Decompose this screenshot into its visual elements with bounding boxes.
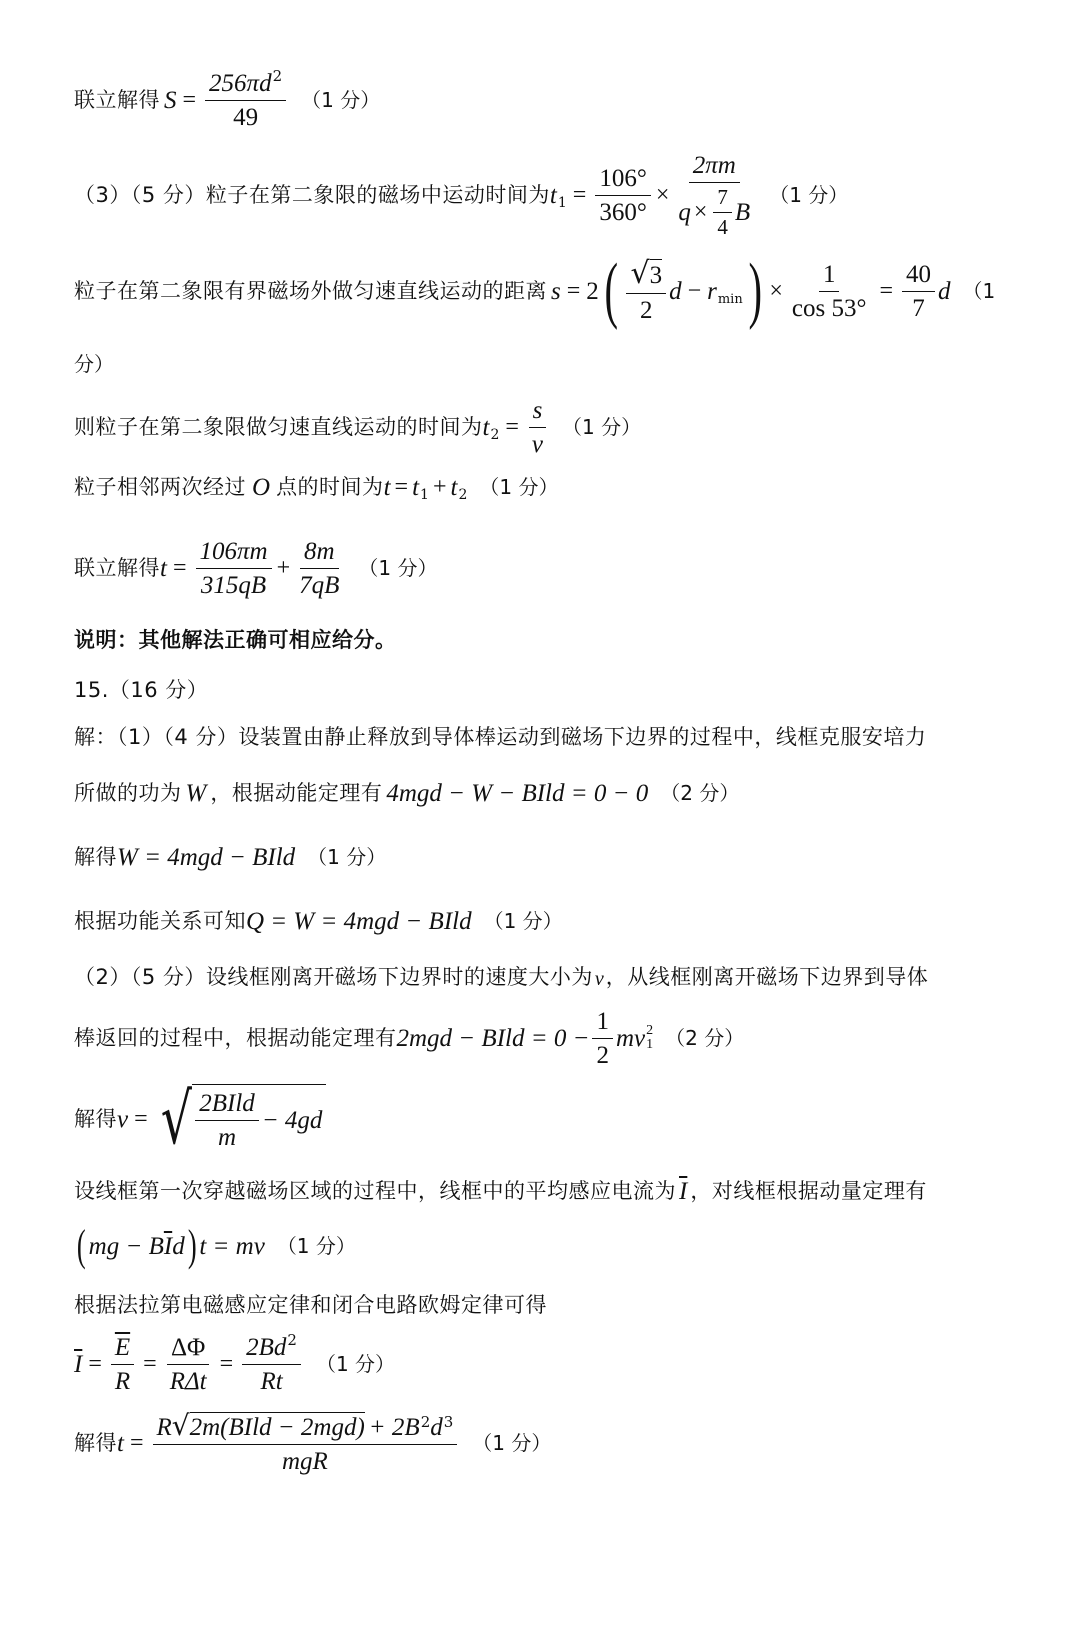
formula-eq: =	[566, 278, 581, 304]
line-prefix: 解得	[74, 1430, 117, 1455]
frac-numerator: ΔΦ	[170, 1333, 206, 1361]
formula-sub: 1	[420, 487, 429, 503]
line-solve-t	[74, 1410, 1020, 1476]
formula-lhs: v	[117, 1105, 129, 1133]
equation-expression: W = 4mgd − BIld	[117, 843, 296, 871]
line-work-energy	[74, 778, 1020, 808]
line-prefix: 所做的功为	[74, 780, 182, 805]
frac-denominator: 360°	[599, 198, 647, 226]
score-label: （1 分）	[315, 1352, 396, 1376]
frac-numerator: s	[532, 396, 543, 424]
var-v: v	[594, 968, 604, 990]
sqrt-arg: 3	[649, 262, 663, 289]
score-label: （1 分）	[307, 845, 387, 869]
num-plus-term: + 2B	[368, 1414, 420, 1441]
score-label-part: （1	[962, 279, 996, 303]
frac-denominator: 7	[912, 294, 925, 322]
frac-numerator: 2BIld	[199, 1090, 255, 1117]
frac-numerator: 106πm	[199, 537, 268, 565]
var-t: t	[383, 473, 391, 501]
sup: 2	[646, 1023, 654, 1038]
var-d: d	[938, 277, 951, 305]
line-part1-intro	[74, 722, 1020, 752]
times-sign: ×	[769, 278, 783, 304]
formula-eq: =	[879, 278, 894, 304]
line-prefix: 解得	[74, 844, 117, 869]
line-mid-text: 点的时间为	[276, 474, 384, 499]
line-joint-solution-time	[74, 538, 1020, 598]
fraction-forty-sevenths	[902, 262, 935, 321]
line-prefix: 则粒子在第二象限做匀速直线运动的时间为	[74, 414, 483, 439]
frac-numerator: 40	[906, 260, 932, 288]
equation-expression: Q = W = 4mgd − BIld	[246, 907, 472, 935]
score-label: （2 分）	[665, 1026, 745, 1050]
line-part2-intro	[74, 962, 1020, 992]
frac-numerator: 2Bd	[246, 1333, 287, 1361]
formula-sub: 2	[490, 427, 500, 443]
right-paren: )	[187, 1221, 197, 1271]
right-paren: )	[748, 249, 762, 332]
frac-numerator: 256πd	[209, 69, 272, 97]
sub: 1	[646, 1037, 654, 1052]
frac-den-q: q	[678, 198, 691, 226]
note-text: 说明：其他解法正确可相应给分。	[74, 627, 397, 652]
frac-denominator: cos 53°	[791, 294, 867, 322]
line-prefix: 棒返回的过程中，根据动能定理有	[74, 1025, 397, 1050]
line-faraday-formula	[74, 1330, 1020, 1395]
formula-lhs: s	[551, 277, 561, 305]
sqrt-arg: 2m(BIld − 2mgd)	[189, 1414, 365, 1441]
line-prefix: 联立解得	[74, 87, 160, 112]
fraction-period	[674, 153, 754, 238]
fraction-one-over-cos	[788, 262, 871, 321]
frac-denominator: 2	[640, 297, 653, 324]
score-label: （2 分）	[660, 781, 740, 805]
frac-denominator: mgR	[281, 1448, 328, 1475]
fraction-angle	[595, 166, 651, 225]
score-label: （1 分）	[562, 415, 642, 439]
fraction-second	[295, 539, 343, 598]
formula-lhs: t	[117, 1429, 124, 1457]
line-prefix: 根据功能关系可知	[74, 908, 246, 933]
formula-lhs: t	[549, 181, 557, 209]
equation-left: 2mgd − BIld = 0 −	[396, 1024, 590, 1052]
num-R: R	[156, 1414, 172, 1441]
line-prefix: 解得	[74, 1106, 117, 1131]
equation-right: mv	[615, 1024, 646, 1052]
line-solve-W	[74, 842, 1020, 872]
times-sign: ×	[655, 182, 670, 208]
formula-eq: =	[129, 1430, 144, 1456]
var-I-bar: $\overline{I}$	[163, 1232, 173, 1260]
frac-denominator: 2	[596, 1041, 609, 1069]
var-I-bar: $\overline{I}$	[74, 1350, 83, 1378]
formula-eq: =	[219, 1351, 234, 1377]
line-score-continuation	[74, 350, 1020, 378]
frac-numerator: 7	[717, 184, 728, 209]
formula-eq: =	[172, 555, 187, 581]
line-mid-text: ，根据动能定理有	[210, 780, 383, 805]
left-paren: (	[76, 1221, 86, 1271]
formula-eq: =	[143, 1351, 157, 1377]
var-I-bar: $\overline{I}$	[679, 1177, 688, 1205]
frac-numerator: 8m	[304, 537, 335, 565]
score-label: （1 分）	[769, 183, 849, 207]
paragraph-text: 解：（1）（4 分）设装置由静止释放到导体棒运动到磁场下边界的过程中，线框克服安培力	[74, 724, 927, 749]
var-t2: t	[450, 473, 458, 501]
fraction-half	[592, 1009, 613, 1068]
square-root: √ 2m(BIld − 2mgd)	[171, 1409, 365, 1442]
momentum-rest: t = mv	[199, 1232, 265, 1260]
formula-sub: 2	[458, 487, 468, 503]
paragraph-text: 根据法拉第电磁感应定律和闭合电路欧姆定律可得	[74, 1292, 547, 1317]
line-average-current	[74, 1176, 1020, 1206]
formula-eq: =	[505, 414, 519, 440]
line-prefix: 粒子在第二象限有界磁场外做匀速直线运动的距离	[74, 278, 547, 303]
sub-min: min	[717, 291, 743, 307]
fraction-2BIld-over-m	[195, 1091, 259, 1150]
formula-eq: =	[572, 182, 587, 208]
score-label: （1 分）	[301, 88, 381, 112]
var-r: r	[707, 277, 717, 305]
formula-eq: =	[182, 87, 197, 113]
line-note	[74, 626, 1020, 654]
frac-sup: 2	[287, 1330, 297, 1349]
plus-sign: +	[432, 474, 447, 500]
sup: 3	[443, 1413, 454, 1431]
frac-numerator: 1	[822, 260, 836, 288]
formula-eq: =	[88, 1351, 102, 1377]
fraction-s-over-v	[528, 398, 547, 457]
num-d: d	[430, 1414, 443, 1441]
frac-denominator: 7qB	[299, 571, 340, 599]
formula-lhs: t	[160, 554, 167, 582]
equation-expression: 4mgd − W − BIld = 0 − 0	[386, 779, 649, 807]
formula-eq: =	[394, 474, 409, 500]
line-energy-relation	[74, 906, 1020, 936]
line-suffix: ，对线框根据动量定理有	[690, 1178, 927, 1203]
line-prefix: 联立解得	[74, 555, 160, 580]
frac-denominator: 49	[233, 103, 259, 131]
fraction-seven-fourths	[713, 184, 732, 239]
score-label: （1 分）	[276, 1234, 356, 1258]
left-paren: (	[604, 249, 618, 332]
line-straight-distance	[74, 249, 1020, 332]
formula-sub: 1	[557, 195, 567, 211]
frac-numerator: $\overline{E}$	[114, 1333, 131, 1361]
score-label: （1 分）	[472, 1431, 552, 1455]
line-prefix: 设线框第一次穿越磁场区域的过程中，线框中的平均感应电流为	[74, 1178, 676, 1203]
line-solve-v	[74, 1078, 1020, 1160]
var-W: W	[185, 779, 207, 807]
line-prefix: 粒子相邻两次经过	[74, 474, 246, 499]
score-label: （1 分）	[479, 475, 559, 499]
frac-denominator: 315qB	[200, 571, 267, 599]
score-label-rest: 分）	[74, 352, 114, 376]
frac-sup: 2	[272, 66, 283, 85]
var-d: d	[669, 277, 682, 305]
fraction	[205, 66, 286, 131]
coefficient: 2	[586, 277, 599, 305]
frac-numerator: 1	[596, 1007, 609, 1035]
score-label: （1 分）	[358, 556, 438, 580]
line-time-in-field	[74, 150, 1020, 240]
line-uniform-time	[74, 398, 1020, 456]
line-faraday-intro	[74, 1290, 1020, 1320]
fraction-first	[196, 539, 272, 598]
fraction-E-over-R	[111, 1335, 134, 1394]
formula-eq: =	[134, 1106, 148, 1132]
line-suffix: ，从线框刚离开磁场下边界到导体	[605, 964, 929, 989]
line-return-energy	[74, 1008, 1020, 1068]
sqrt-tail: − 4gd	[261, 1107, 323, 1134]
line-momentum	[74, 1221, 1020, 1271]
score-label: （1 分）	[483, 909, 563, 933]
sup: 2	[420, 1413, 431, 1431]
frac-denominator: m	[218, 1124, 237, 1151]
times-sign: ×	[693, 199, 708, 225]
fraction-sqrt3-over-2: √ 3 2	[626, 259, 666, 323]
line-prefix: （2）（5 分）设线框刚离开磁场下边界时的速度大小为	[74, 964, 593, 989]
fraction-final-t	[153, 1409, 458, 1475]
fraction-2Bd2-over-Rt	[242, 1330, 301, 1395]
momentum-inner-b: d	[172, 1232, 185, 1260]
momentum-inner-a: mg − B	[88, 1232, 164, 1260]
line-joint-solution-area	[74, 66, 1020, 131]
frac-denominator: Rt	[260, 1367, 283, 1395]
frac-denominator: 4	[717, 214, 728, 239]
frac-den-B: B	[734, 198, 751, 226]
formula-lhs: t	[482, 413, 490, 441]
line-total-time	[74, 472, 1020, 502]
minus-sign: −	[687, 278, 702, 304]
frac-numerator: 2πm	[692, 151, 736, 179]
line-prefix: （3）（5 分）粒子在第二象限的磁场中运动时间为	[74, 182, 550, 207]
question-heading: 15.（16 分）	[74, 677, 209, 702]
square-root: √ $\frac{\text{2BIld}}{m}$ − 4gd	[154, 1084, 327, 1154]
frac-denominator: R	[114, 1367, 131, 1395]
line-question-15	[74, 676, 1020, 704]
fraction-flux	[166, 1335, 211, 1394]
formula-lhs: S	[164, 86, 177, 114]
plus-sign: +	[276, 555, 291, 581]
frac-denominator: RΔt	[169, 1367, 207, 1395]
frac-denominator: v	[531, 430, 544, 458]
point-O: O	[252, 473, 271, 501]
frac-numerator: 106°	[599, 164, 647, 192]
var-t1: t	[412, 473, 420, 501]
